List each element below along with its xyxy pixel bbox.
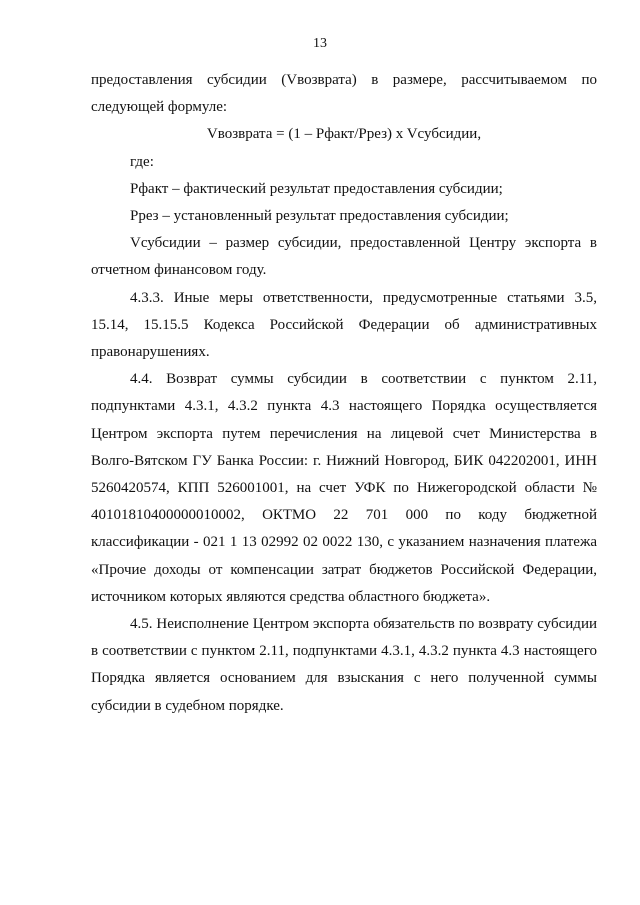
refund-formula: Vвозврата = (1 – Рфакт/Ррез) x Vсубсидии, [206,126,482,143]
definition-actual-result: Рфакт – фактический результат предоставления субсидии; [130,180,503,197]
document-body [91,67,597,720]
paragraph-4-3-3: 4.3.3. Иные меры ответственности, предусмотренные статьями 3.5, 15.14, 15.15.5 Кодекса Российской Федерации об административных правонарушениях. [91,289,597,361]
page-number: 13 [313,36,327,51]
paragraph-4-5: 4.5. Неисполнение Центром экспорта обязательств по возврату субсидии в соответствии с пунктом 2.11, подпунктами 4.3.1, 4.3.2 пункта 4.3 настоящего Порядка является основанием для взыскания с него полученной суммы субсидии в судебном порядке. [91,616,597,714]
paragraph-4-4: 4.4. Возврат суммы субсидии в соответствии с пунктом 2.11, подпунктами 4.3.1, 4.3.2 пункта 4.3 настоящего Порядка осуществляется Центром экспорта путем перечисления на лицевой счет Министерства в Волго-Вятском ГУ Банка России: г. Нижний Новгород, БИК 042202001, ИНН 5260420574, КПП 526001001, на счет УФК по Нижегородской области № 40101810400000010002, ОКТМО 22 701 000 по коду бюджетной классификации - 021 1 13 02992 02 0022 130, с указанием назначения платежа «Прочие доходы от компенсации затрат бюджетов Российской Федерации, источником которых являются средства областного бюджета». [91,371,597,605]
formula-where-label: где: [130,153,154,170]
definition-subsidy-amount: Vсубсидии – размер субсидии, предоставленной Центру экспорта в отчетном финансовом году. [91,235,597,279]
definition-target-result: Ррез – установленный результат предоставления субсидии; [130,208,509,225]
paragraph-refund-intro: предоставления субсидии (Vвозврата) в размере, рассчитываемом по следующей формуле: [91,72,597,116]
